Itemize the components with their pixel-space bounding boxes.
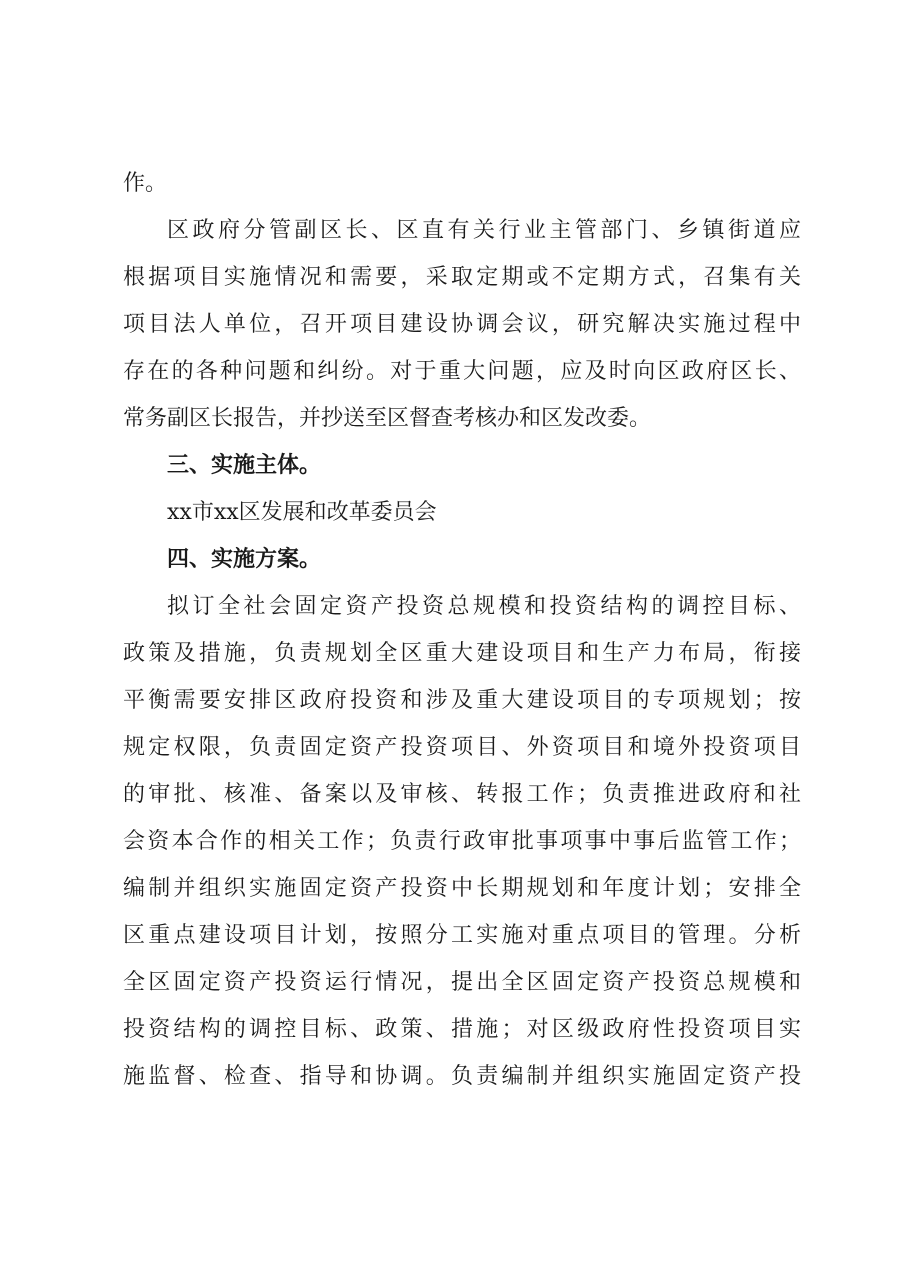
paragraph-line: 的审批、核准、备案以及审核、转报工作；负责推进政府和社 [123,782,801,807]
paragraph-line: 投资结构的调控目标、政策、措施；对区级政府性投资项目实 [123,1017,801,1042]
paragraph-line: 政策及措施，负责规划全区重大建设项目和生产力布局，衔接 [123,641,801,666]
section-heading-3: 三、实施主体。 [167,453,322,478]
paragraph-line: 规定权限，负责固定资产投资项目、外资项目和境外投资项目 [123,735,801,760]
paragraph-line: 区重点建设项目计划，按照分工实施对重点项目的管理。分析 [123,923,801,948]
paragraph-coordination [123,207,801,442]
section-heading-4: 四、实施方案。 [167,547,322,572]
paragraph-line: 编制并组织实施固定资产投资中长期规划和年度计划；安排全 [123,876,801,901]
paragraph-line: 区政府分管副区长、区直有关行业主管部门、乡镇街道应 [167,218,801,243]
paragraph-line: 拟订全社会固定资产投资总规模和投资结构的调控目标、 [167,594,801,619]
paragraph-line: 存在的各种问题和纠纷。对于重大问题，应及时向区政府区长、 [123,359,801,384]
paragraph-line: 常务副区长报告，并抄送至区督查考核办和区发改委。 [123,406,652,431]
paragraph-line: 项目法人单位，召开项目建设协调会议，研究解决实施过程中 [123,312,801,337]
paragraph-line: 会资本合作的相关工作；负责行政审批事项事中事后监管工作； [123,829,801,854]
paragraph-plan [123,583,801,1100]
paragraph-line: 根据项目实施情况和需要，采取定期或不定期方式，召集有关 [123,265,801,290]
paragraph-line: 平衡需要安排区政府投资和涉及重大建设项目的专项规划；按 [123,688,801,713]
paragraph-line: 施监督、检查、指导和协调。负责编制并组织实施固定资产投 [123,1064,801,1089]
continuation-line: 作。 [123,171,168,196]
document-page [123,160,801,1100]
paragraph-line: 全区固定资产投资运行情况，提出全区固定资产投资总规模和 [123,970,801,995]
implementing-entity: xx市xx区发展和改革委员会 [167,500,437,525]
